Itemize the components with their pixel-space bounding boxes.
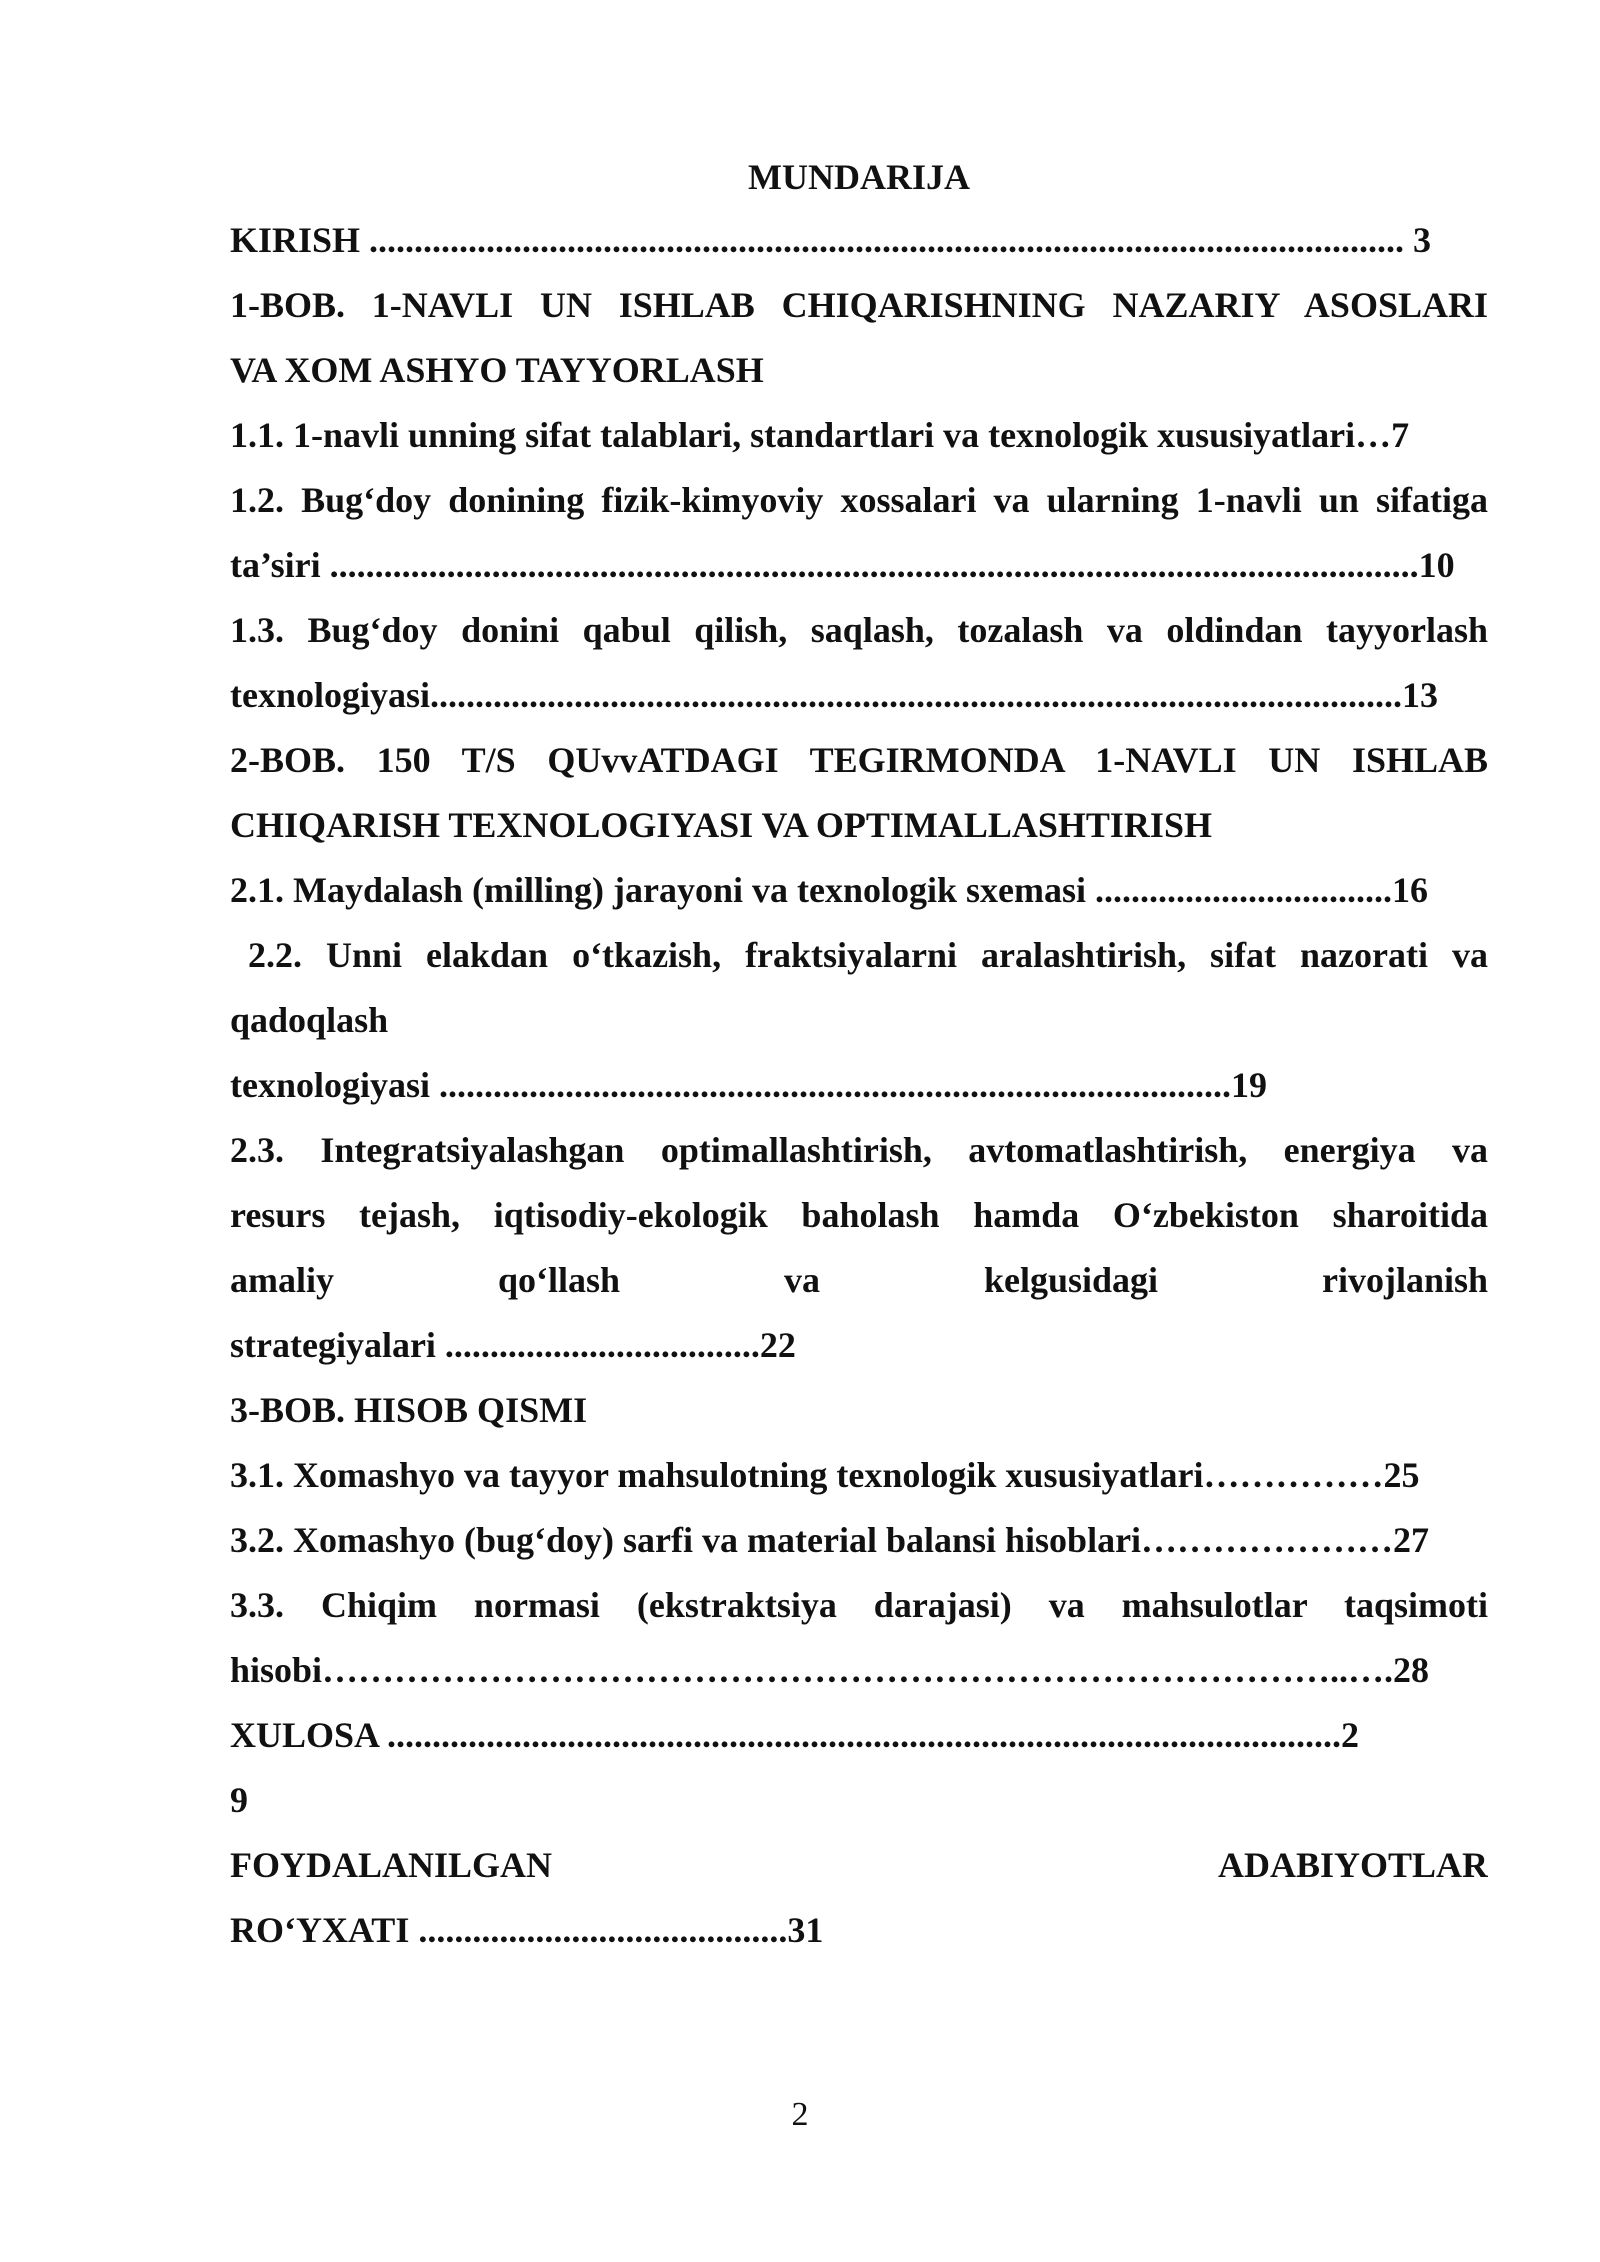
toc-entry-1-2-line-2: ta’siri .........................................................................................................................10 (230, 545, 1455, 585)
toc-entry-2-1: 2.1. Maydalash (milling) jarayoni va texnologik sxemasi .................................16 (230, 870, 1429, 910)
toc-entry-kirish: KIRISH ................................................................................................................... 3 (230, 220, 1432, 260)
toc-entry-1-2-line-1: 1.2. Bug‘doy donining fizik-kimyoviy xossalari va ularning 1-navli un sifatiga (230, 480, 1488, 520)
toc-entry-2-3-line-1: 2.3. Integratsiyalashgan optimallashtirish, avtomatlashtirish, energiya va (230, 1130, 1488, 1170)
toc-entry-1-3-line-1: 1.3. Bug‘doy donini qabul qilish, saqlash, tozalash va oldindan tayyorlash (230, 610, 1488, 650)
toc-entry-2-2-line-1: 2.2. Unni elakdan o‘tkazish, fraktsiyalarni aralashtirish, sifat nazorati va (248, 935, 1488, 975)
toc-entry-3-2: 3.2. Xomashyo (bug‘doy) sarfi va material balansi hisoblari…………………27 (230, 1520, 1430, 1560)
toc-title: MUNDARIJA (748, 157, 970, 197)
toc-entry-xulosa-line-1: XULOSA ..........................................................................................................2 (230, 1715, 1360, 1755)
toc-entry-1-3-line-2: texnologiyasi............................................................................................................13 (230, 675, 1439, 715)
toc-entry-1-1: 1.1. 1-navli unning sifat talablari, standartlari va texnologik xususiyatlari…7 (230, 415, 1410, 455)
toc-entry-2-2-line-3: texnologiyasi ........................................................................................19 (230, 1065, 1268, 1105)
toc-entry-3-3-line-2: hisobi…………………………………………………………………………..….28 (230, 1650, 1430, 1690)
toc-entry-2-3-line-3: amaliy qo‘llash va kelgusidagi rivojlanish (230, 1260, 1488, 1300)
toc-chapter-2-heading-line-2: CHIQARISH TEXNOLOGIYASI VA OPTIMALLASHTIRISH (230, 805, 1212, 845)
toc-entry-2-3-line-2: resurs tejash, iqtisodiy-ekologik baholash hamda O‘zbekiston sharoitida (230, 1195, 1488, 1235)
toc-entry-references-line-1: FOYDALANILGAN ADABIYOTLAR (230, 1845, 1488, 1885)
toc-entry-2-2-line-2: qadoqlash (230, 1000, 389, 1040)
toc-chapter-1-heading-line-1: 1-BOB. 1-NAVLI UN ISHLAB CHIQARISHNING NAZARIY ASOSLARI (230, 285, 1488, 325)
toc-chapter-2-heading-line-1: 2-BOB. 150 T/S QUvvATDAGI TEGIRMONDA 1-NAVLI UN ISHLAB (230, 740, 1488, 780)
toc-entry-xulosa-line-2: 9 (230, 1780, 248, 1820)
toc-entry-3-1: 3.1. Xomashyo va tayyor mahsulotning texnologik xususiyatlari……………25 (230, 1455, 1420, 1495)
toc-entry-3-3-line-1: 3.3. Chiqim normasi (ekstraktsiya darajasi) va mahsulotlar taqsimoti (230, 1585, 1488, 1625)
toc-entry-2-3-line-4: strategiyalari ...................................22 (230, 1325, 796, 1365)
toc-chapter-1-heading-line-2: VA XOM ASHYO TAYYORLASH (230, 350, 764, 390)
toc-entry-references-line-2: RO‘YXATI .........................................31 (230, 1910, 824, 1950)
toc-chapter-3-heading: 3-BOB. HISOB QISMI (230, 1390, 588, 1430)
page-number: 2 (791, 2096, 809, 2133)
